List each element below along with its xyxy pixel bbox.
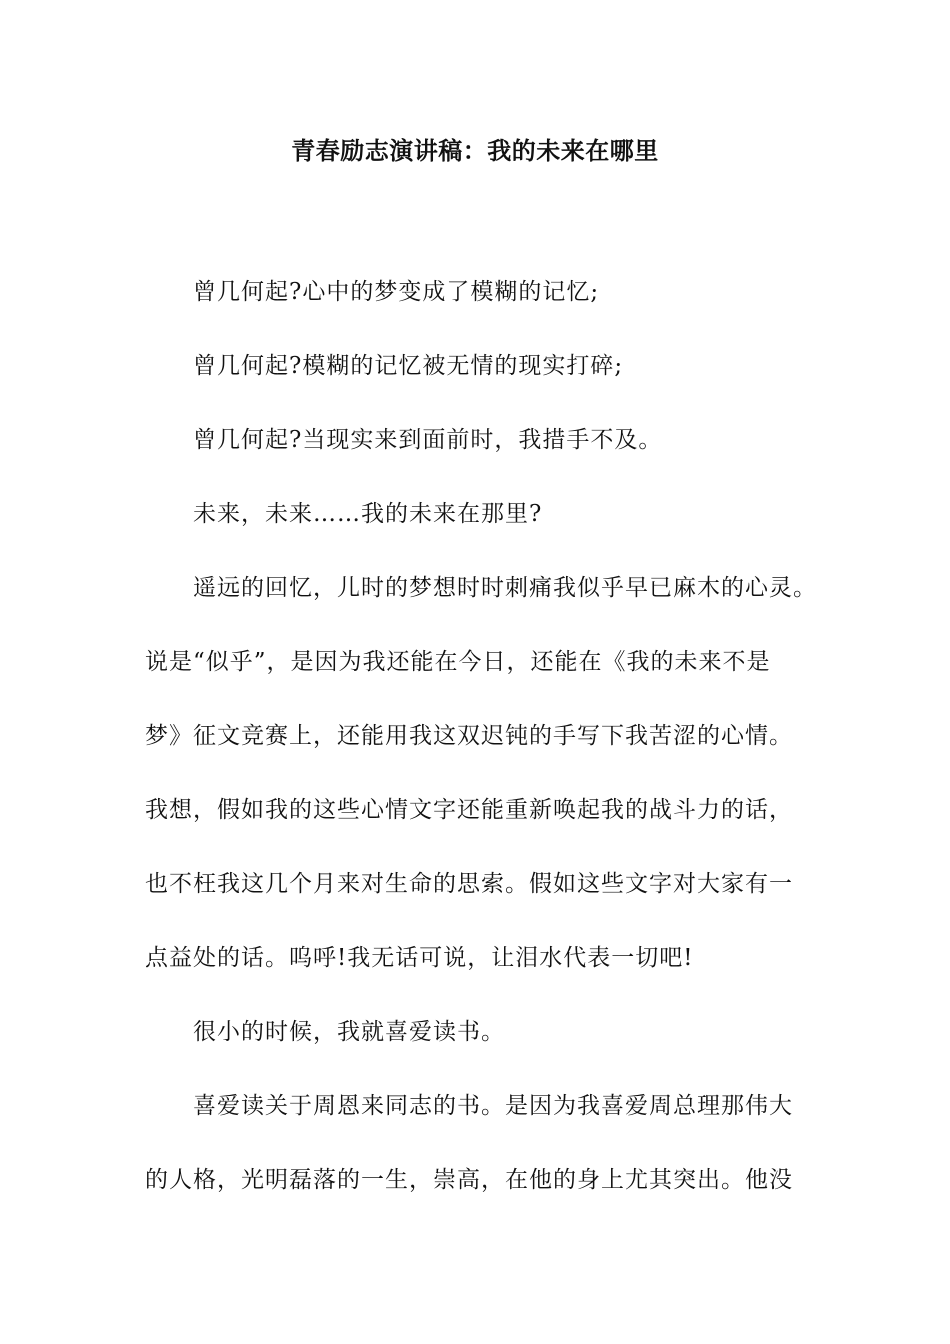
body-line: 点益处的话。呜呼!我无话可说，让泪水代表一切吧! xyxy=(145,945,694,971)
body-line: 的人格，光明磊落的一生，崇高，在他的身上尤其突出。他没 xyxy=(145,1167,793,1193)
document-title: 青春励志演讲稿：我的未来在哪里 xyxy=(291,137,659,165)
body-line: 很小的时候，我就喜爱读书。 xyxy=(193,1019,505,1045)
document-body xyxy=(145,255,845,1217)
body-line: 曾几何起?当现实来到面前时，我措手不及。 xyxy=(193,427,663,453)
body-line: 也不枉我这几个月来对生命的思索。假如这些文字对大家有一 xyxy=(145,871,793,897)
body-line: 遥远的回忆，儿时的梦想时时刺痛我似乎早已麻木的心灵。 xyxy=(193,575,817,601)
body-line: 喜爱读关于周恩来同志的书。是因为我喜爱周总理那伟大 xyxy=(193,1093,793,1119)
body-line: 梦》征文竞赛上，还能用我这双迟钝的手写下我苦涩的心情。 xyxy=(145,723,793,749)
body-line: 说是“似乎”，是因为我还能在今日，还能在《我的未来不是 xyxy=(145,649,771,675)
body-line: 曾几何起?模糊的记忆被无情的现实打碎; xyxy=(193,353,624,379)
body-line: 未来，未来……我的未来在那里? xyxy=(193,501,543,527)
body-line: 我想，假如我的这些心情文字还能重新唤起我的战斗力的话， xyxy=(145,797,793,823)
body-line: 曾几何起?心中的梦变成了模糊的记忆; xyxy=(193,279,600,305)
